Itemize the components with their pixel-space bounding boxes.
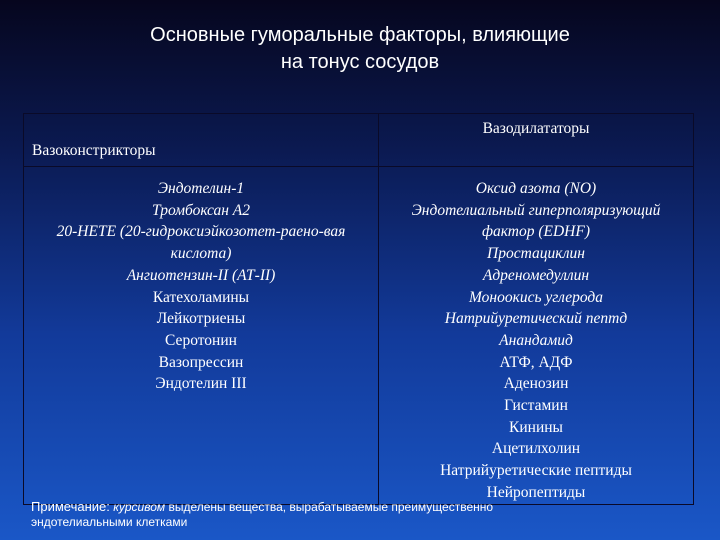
vasodilator-item: Адреномедуллин: [482, 266, 590, 284]
slide-title: [60, 22, 660, 76]
vasodilators-header: Вазодилататоры: [379, 114, 694, 167]
vasoconstrictors-list: [24, 167, 379, 505]
vasodilator-item: фактор (EDHF): [481, 223, 590, 241]
vasodilator-item: АТФ, АДФ: [499, 353, 573, 371]
factors-table: [23, 113, 694, 505]
footnote: [31, 499, 671, 530]
vasodilator-item: Ацетилхолин: [491, 440, 581, 458]
vasodilator-item: Анандамид: [499, 331, 573, 349]
vasodilator-item: Простациклин: [487, 245, 585, 263]
vasodilator-item: Эндотелиальный гиперполяризующий: [411, 201, 661, 219]
vasoconstrictor-item: 20-НЕТЕ (20-гидроксиэйкозотет-раено-вая: [56, 223, 346, 241]
vasoconstrictor-item: Эндотелин III: [155, 375, 247, 393]
vasoconstrictor-item: Катехоламины: [152, 288, 250, 306]
vasodilator-item: Оксид азота (NO): [475, 180, 597, 197]
vasodilator-item: Гистамин: [504, 397, 568, 415]
vasodilator-item: Нейропептиды: [486, 483, 586, 501]
vasodilator-item: Натрийуретические пептиды: [440, 462, 632, 480]
vasodilator-item: Аденозин: [503, 375, 569, 393]
vasoconstrictor-item: Ангиотензин-II (АТ-II): [126, 266, 276, 284]
vasoconstrictors-header: Вазоконстрикторы: [24, 114, 379, 167]
footnote-text-1: выделены вещества, вырабатываемые преимущественно: [168, 500, 494, 514]
footnote-italic-word: курсивом: [113, 500, 166, 514]
vasodilator-item: Моноокись углерода: [468, 288, 604, 306]
vasodilators-list: [379, 167, 694, 505]
table-body-row: [24, 167, 694, 505]
vasoconstrictor-item: Вазопрессин: [158, 353, 244, 371]
title-line-2: на тонус сосудов: [280, 51, 440, 73]
vasoconstrictor-item: кислота): [170, 245, 232, 263]
title-line-1: Основные гуморальные факторы, влияющие: [150, 24, 570, 46]
vasoconstrictor-item: Серотонин: [165, 331, 237, 349]
vasoconstrictor-item: Лейкотриены: [156, 310, 246, 328]
vasodilator-item: Кинины: [509, 418, 563, 436]
vasodilator-item: Натрийуретический пептд: [444, 310, 628, 328]
vasoconstrictor-item: Тромбоксан А2: [151, 201, 251, 219]
table-header-row: [24, 114, 694, 167]
vasoconstrictor-item: Эндотелин-1: [157, 180, 245, 197]
footnote-label: Примечание:: [31, 499, 110, 514]
footnote-text-2: эндотелиальными клетками: [31, 515, 188, 529]
